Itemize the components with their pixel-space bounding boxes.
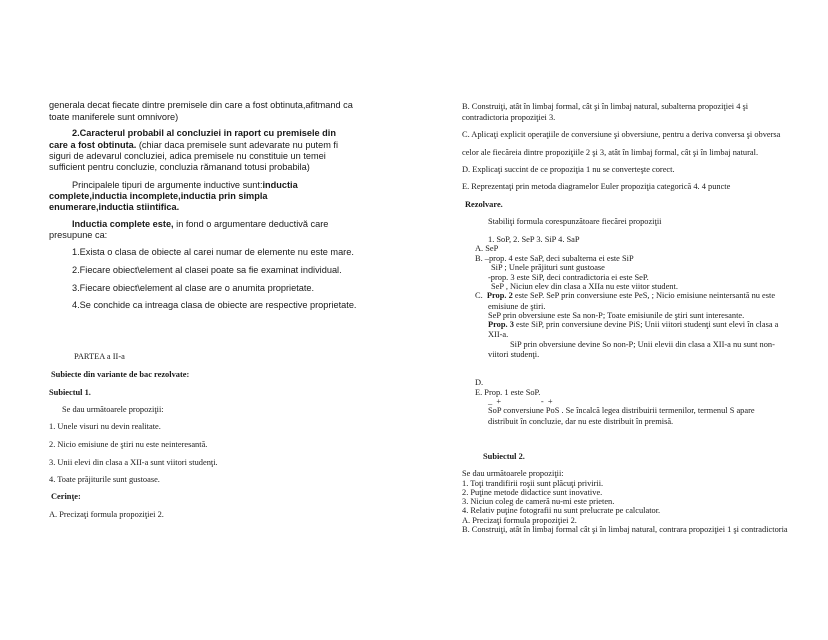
- subject-1-intro: Se dau următoarele propoziţii:: [62, 405, 164, 414]
- requirements-heading: Cerinţe:: [51, 492, 81, 501]
- answer-c-line-5: XII-a.: [488, 330, 509, 339]
- answer-c-prop2: Prop. 2: [486, 291, 513, 300]
- section-2-line-3: siguri de adevarul concluziei, adica premisele nu constituie un temei: [49, 151, 326, 161]
- answer-e-line-3: distribuit în concluzie, dar nu este distribuit în premisă.: [488, 417, 674, 426]
- complete-induction-term: Inductia complete este,: [72, 219, 174, 229]
- answer-b-line-2: SiP ; Unele prăjituri sunt gustoase: [491, 263, 605, 272]
- bac-subjects-heading: Subiecte din variante de bac rezolvate:: [51, 370, 190, 379]
- right-page: [414, 0, 828, 640]
- types-line-1: [72, 180, 298, 192]
- answer-c-line-1: [475, 291, 775, 301]
- answer-c-prop3-text: este SiP, prin conversiune devine PiS; Unii viitori studenţi sunt elevi în clasa a: [513, 320, 779, 329]
- types-intro: Principalele tipuri de argumente inductive sunt:: [72, 180, 263, 190]
- types-line-2: complete,inductia incomplete,inductia prin simpla: [49, 191, 268, 201]
- subject-2-prop-4: 4. Relativ puţine fotografii nu sunt prelucrate pe calculator.: [462, 506, 661, 515]
- answer-c-line-6: SiP prin obversiune devine So non-P; Unii elevii din clasa a XII-a nu sunt non-: [510, 340, 775, 349]
- intro-line-1: generala decat fiecate dintre premisele din care a fost obtinuta,afitmand ca: [49, 100, 353, 110]
- answer-c-line-7: viitori studenţi.: [488, 350, 540, 359]
- answer-e-line-2: SoP conversiune PoS . Se încalcă legea distribuirii termenilor, termenul S apare: [488, 406, 755, 415]
- condition-1: 1.Exista o clasa de obiecte al carei numar de elemente nu este mare.: [72, 247, 354, 257]
- complete-induction-line-1: [72, 219, 328, 231]
- requirement-b-line-1: B. Construiţi, atât în limbaj formal, cât şi în limbaj natural, subalterna propoziţiei 4 şi: [462, 102, 749, 111]
- solution-formulas: 1. SoP, 2. SeP 3. SiP 4. SaP: [488, 235, 580, 244]
- distribution-marks: _ + - +: [488, 397, 553, 406]
- complete-induction-def: in fond o argumentare deductivă care: [173, 219, 329, 229]
- subject-2-heading: Subiectul 2.: [483, 452, 525, 461]
- answer-b-line-1: B. –prop. 4 este SaP, deci subalterna ei este SiP: [475, 254, 634, 263]
- requirement-c-line-2: celor ale fiecăreia dintre propoziţiile 2 şi 3, atât în limbaj formal, cât şi în limbaj natural.: [462, 148, 759, 157]
- answer-e-line-1: E. Prop. 1 este SoP.: [475, 388, 541, 397]
- subject-2-prop-1: 1. Toţi trandifirii roşii sunt plăcuţi privirii.: [462, 479, 604, 488]
- types-first: inductia: [262, 180, 298, 190]
- subject-1-prop-1: 1. Unele visuri nu devin realitate.: [49, 422, 161, 431]
- answer-b-line-3: -prop. 3 este SiP, deci contradictoria ei este SeP.: [488, 273, 649, 282]
- types-line-3: enumerare,inductia stiintifica.: [49, 202, 180, 212]
- answer-a: A. SeP: [475, 244, 499, 253]
- section-2-explanation-start: (chiar daca premisele sunt adevarate nu putem fi: [136, 140, 339, 150]
- intro-line-2: toate maniferele sunt omnivore): [49, 112, 179, 122]
- answer-d: D.: [475, 378, 484, 387]
- requirement-d: D. Explicaţi succint de ce propoziţia 1 nu se converteşte corect.: [462, 165, 675, 174]
- subject-1-prop-4: 4. Toate prăjiturile sunt gustoase.: [49, 475, 160, 484]
- answer-c-label: C.: [475, 291, 483, 300]
- requirement-b-line-2: contradictoria propoziţiei 3.: [462, 113, 556, 122]
- section-2-heading-text: 2.Caracterul probabil al concluziei in raport cu premisele din: [72, 128, 336, 138]
- condition-2: 2.Fiecare obiect\element al clasei poate sa fie examinat individual.: [72, 265, 342, 275]
- answer-c-line-2: emisiune de ştiri.: [488, 302, 546, 311]
- answer-c-line-4: [488, 320, 778, 330]
- subject-1-heading: Subiectul 1.: [49, 388, 91, 397]
- section-2-line-2: [49, 140, 338, 152]
- condition-3: 3.Fiecare obiect\element al clase are o anumita proprietate.: [72, 283, 315, 293]
- answer-b-line-4: SeP , Niciun elev din clasa a XIIa nu este viitor student.: [491, 282, 678, 291]
- section-2-heading-tail: care a fost obtinuta.: [49, 140, 137, 150]
- requirement-e: E. Reprezentaţi prin metoda diagramelor Euler propoziţia categorică 4. 4 puncte: [462, 182, 731, 191]
- answer-c-prop3: Prop. 3: [488, 320, 514, 329]
- requirement-a: A. Precizaţi formula propoziţiei 2.: [49, 510, 164, 519]
- part-heading: PARTEA a II-a: [74, 352, 125, 361]
- requirement-c-line-1: C. Aplicaţi explicit operaţiile de conversiune şi obversiune, pentru a deriva conversa şi obversa: [462, 130, 781, 139]
- section-2-line-4: sufficient pentru concluzie, concluzia rămanand totusi probabila): [49, 162, 310, 172]
- subject-2-prop-3: 3. Niciun coleg de cameră nu-mi este prieten.: [462, 497, 615, 506]
- answer-c-text: este SeP. SeP prin conversiune este PeS, ; Nicio emisiune neintersantă nu este: [512, 291, 776, 300]
- subject-2-requirement-b: B. Construiţi, atât în limbaj formal cât şi în limbaj natural, contrara propoziţiei 1 şi contradictoria: [462, 525, 788, 534]
- subject-2-intro: Se dau următoarele propoziţii:: [462, 469, 564, 478]
- solution-instruction: Stabiliţi formula corespunzătoare fiecărei propoziţii: [488, 217, 662, 226]
- subject-2-requirement-a: A. Precizaţi formula propoziţiei 2.: [462, 516, 577, 525]
- condition-4: 4.Se conchide ca intreaga clasa de obiecte are respective proprietate.: [72, 300, 357, 310]
- answer-c-line-3: SeP prin obversiune este Sa non-P; Toate emisiunile de ştiri sunt interesante.: [488, 311, 745, 320]
- solution-heading: Rezolvare.: [465, 200, 503, 209]
- subject-1-prop-2: 2. Nicio emisiune de ştiri nu este neinteresantă.: [49, 440, 208, 449]
- subject-2-prop-2: 2. Puţine metode didactice sunt inovative.: [462, 488, 603, 497]
- complete-induction-line-2: presupune ca:: [49, 230, 108, 240]
- subject-1-prop-3: 3. Unii elevi din clasa a XII-a sunt viitori studenţi.: [49, 458, 218, 467]
- section-2-heading-line-1: [72, 128, 336, 140]
